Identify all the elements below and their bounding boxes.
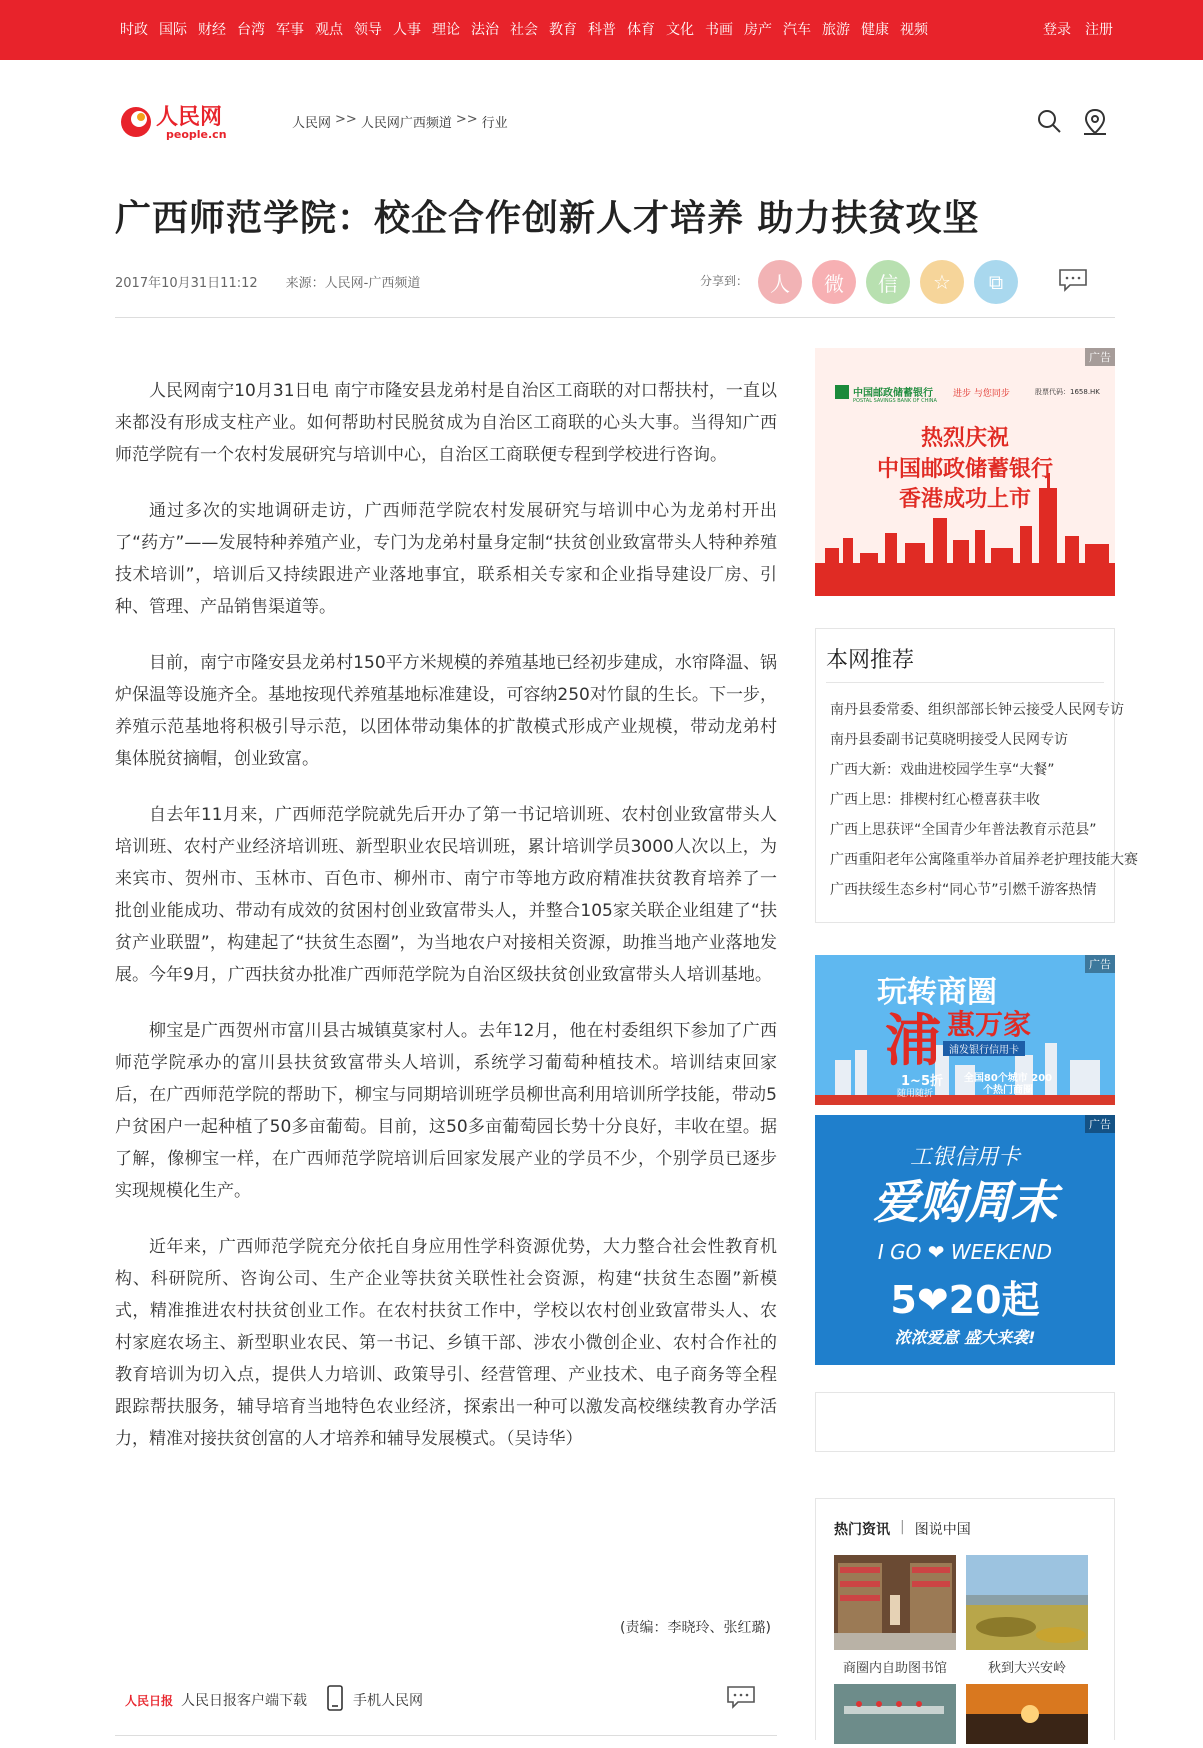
publish-time: 2017年10月31日11:12 [115,276,258,291]
psbc-name: 中国邮政储蓄银行 [853,388,933,399]
share-wechat-icon[interactable]: 信 [866,260,910,304]
breadcrumb-section[interactable]: 行业 [481,116,508,131]
spdb-line1: 玩转商圈 [877,975,997,1010]
nav-item[interactable]: 法治 [471,22,499,38]
article-paragraph: 自去年11月来，广西师范学院就先后开办了第一书记培训班、农村创业致富带头人培训班、农村产业经济培训班、新型职业农民培训班，累计培训学员3000人次以上，为来宾市、贺州市、玉林市、百色市、柳州市、南宁市等地方政府精准扶贫教育培养了一批创业能成功、带动有成效的贫困村创业致富带头人，并整合105家关联企业组建了“扶贫产业联盟”，构建起了“扶贫生态圈”，为当地农户对接相关资源，助推当地产业落地发展。今年9月，广西扶贫办批准广西师范学院为自治区级扶贫创业致富带头人培训基地。 [115,805,777,985]
search-icon[interactable] [1036,108,1062,140]
nav-item[interactable]: 文化 [666,22,694,38]
library-photo [834,1555,956,1650]
ad-tag: 广告 [1085,348,1115,366]
icbc-line1: 工银信用卡 [909,1145,1020,1170]
nav-item[interactable]: 国际 [159,22,187,38]
mobile-site-link[interactable] [327,1685,423,1715]
nav-item[interactable]: 理论 [432,22,460,38]
logo-text: 人民网 [156,104,223,130]
sunset-photo [966,1684,1088,1744]
app-download-link[interactable] [125,1690,307,1710]
ad-tag: 广告 [1085,1115,1115,1133]
title-divider [115,317,1115,318]
nav-item[interactable]: 时政 [120,22,148,38]
empty-widget [815,1392,1115,1452]
article-paragraph: 近年来，广西师范学院充分依托自身应用性学科资源优势，大力整合社会性教育机构、科研院所、咨询公司、生产企业等扶贫关联性社会资源，构建“扶贫生态圈”新模式，精准推进农村扶贫创业工作。在农村扶贫工作中，学校以农村创业致富带头人、农村家庭农场主、新型职业农民、第一书记、乡镇干部、涉农小微创企业、农村合作社的教育培训为切入点，提供人力培训、政策导引、经营管理、产业技术、电子商务等全程跟踪帮扶服务，辅导培育当地特色农业经济，探索出一种可以激发高校继续教育办学活力，精准对接扶贫创富的人才培养和辅导发展模式。（吴诗华） [115,1237,777,1449]
hot-news-tabs [834,1519,1114,1539]
comment-icon[interactable] [1058,268,1088,296]
logo-en: people.cn [166,128,227,141]
spdb-sub: 浦发银行信用卡 [943,1041,1025,1056]
landscape-photo [966,1555,1088,1650]
people-logo[interactable] [118,100,233,144]
psbc-slogan: 进步 与您同步 [953,389,1010,399]
header-tools [1036,108,1108,140]
spdb-note: 全国80个城市 200个热门商圈 [963,1073,1053,1096]
breadcrumb-channel[interactable]: 人民网广西频道 [360,116,452,131]
icbc-line2: 爱购周末 [873,1175,1057,1229]
nav-item[interactable]: 汽车 [783,22,811,38]
article-footer [125,1685,443,1715]
editor-credit: (责编：李晓玲、张红璐) [620,1620,771,1636]
nav-item[interactable]: 社会 [510,22,538,38]
location-icon[interactable] [1082,108,1108,140]
phone-icon [327,1685,343,1715]
register-link[interactable]: 注册 [1085,22,1113,38]
recommend-item[interactable]: 广西重阳老年公寓隆重举办首届养老护理技能大赛 [830,852,1138,868]
share-label: 分享到： [700,274,749,288]
icbc-ad-banner[interactable] [815,1115,1115,1365]
app-download-text: 人民日报客户端下载 [181,1693,308,1709]
mobile-site-text: 手机人民网 [353,1693,424,1709]
nav-item[interactable]: 教育 [549,22,577,38]
hot-news-panel [815,1498,1115,1740]
nav-item[interactable]: 人事 [393,22,421,38]
article-body [115,375,777,1479]
article-meta [115,272,420,291]
people-daily-logo: 人民日报 [125,1693,174,1708]
nav-item[interactable]: 财经 [198,22,226,38]
nav-item[interactable]: 书画 [705,22,733,38]
article-paragraph: 柳宝是广西贺州市富川县古城镇莫家村人。去年12月，他在村委组织下参加了广西师范学院承办的富川县扶贫致富带头人培训，系统学习葡萄种植技术。培训结束回家后，在广西师范学院的帮助下，柳宝与同期培训班学员柳世高利用培训所学技能，带动5户贫困户一起种植了50多亩葡萄。目前，这50多亩葡萄园长势十分良好，丰收在望。据了解，像柳宝一样，在广西师范学院培训后回家发展产业的学员不少，个别学员已逐步实现规模化生产。 [115,1021,777,1201]
share-weibo-icon[interactable]: 微 [812,260,856,304]
tab-photo-china[interactable]: 图说中国 [914,1522,971,1538]
share-copy-icon[interactable]: ⧉ [974,260,1018,304]
psbc-name-en: POSTAL SAVINGS BANK OF CHINA [853,398,937,404]
footer-divider [115,1735,777,1736]
psbc-line2: 中国邮政储蓄银行 [876,457,1053,482]
thumb-caption: 秋到大兴安岭 [987,1661,1066,1676]
recommend-item[interactable]: 南丹县委常委、组织部部长钟云接受人民网专访 [830,702,1124,718]
share-favorite-icon[interactable]: ☆ [920,260,964,304]
psbc-line1: 热烈庆祝 [920,426,1009,451]
spdb-discount: 1~5折 [901,1074,943,1089]
breadcrumb-home[interactable]: 人民网 [292,116,332,131]
nav-item[interactable]: 军事 [276,22,304,38]
account-links [1029,20,1113,40]
article-paragraph: 通过多次的实地调研走访，广西师范学院农村发展研究与培训中心为龙弟村开出了“药方”——发展特种养殖产业，专门为龙弟村量身定制“扶贫创业致富带头人特种养殖技术培训”，培训后又持续跟进产业落地事宜，联系相关专家和企业指导建设厂房、引种、管理、产品销售渠道等。 [115,501,777,617]
spdb-ad-banner[interactable] [815,955,1115,1105]
breadcrumb-sep: >> [455,112,478,127]
psbc-stock-code: 股票代码：1658.HK [1035,388,1100,396]
article-paragraph: 目前，南宁市隆安县龙弟村150平方米规模的养殖基地已经初步建成，水帘降温、锅炉保温等设施齐全。基地按现代养殖基地标准建设，可容纳250对竹鼠的生长。下一步，养殖示范基地将积极引导示范，以团体带动集体的扩散模式形成产业规模，带动龙弟村集体脱贫摘帽，创业致富。 [115,653,777,769]
recommend-item[interactable]: 南丹县委副书记莫晓明接受人民网专访 [830,732,1068,748]
thumb-caption: 商圈内自助图书馆 [842,1661,947,1676]
recommend-item[interactable]: 广西上思：排楔村红心橙喜获丰收 [830,792,1040,808]
nav-item[interactable]: 观点 [315,22,343,38]
thumb-card[interactable] [834,1555,956,1684]
hot-news-thumbs [834,1555,1088,1748]
recommend-item[interactable]: 广西扶绥生态乡村“同心节”引燃千游客热情 [830,882,1097,898]
login-link[interactable]: 登录 [1043,22,1071,38]
psbc-line3: 香港成功上市 [898,487,1031,512]
thumb-card[interactable] [966,1555,1088,1684]
thumb-card[interactable] [834,1684,956,1748]
recommend-item[interactable]: 广西上思获评“全国青少年普法教育示范县” [830,822,1097,838]
recommend-item[interactable]: 广西大新：戏曲进校园学生享“大餐” [830,762,1055,778]
article-title: 广西师范学院：校企合作创新人才培养 助力扶贫攻坚 [115,198,980,239]
breadcrumb-sep: >> [335,112,357,127]
psbc-ad-banner[interactable] [815,348,1115,596]
icbc-line4: 5❤20起 [890,1278,1040,1322]
comment-icon[interactable] [726,1685,756,1713]
share-buttons [758,260,1018,304]
nav-item[interactable]: 体育 [627,22,655,38]
share-people-icon[interactable]: 人 [758,260,802,304]
channel-nav [120,20,939,40]
nav-item[interactable]: 视频 [900,22,928,38]
article-paragraph: 人民网南宁10月31日电 南宁市隆安县龙弟村是自治区工商联的对口帮扶村，一直以来都没有形成支柱产业。如何帮助村民脱贫成为自治区工商联的心头大事。当得知广西师范学院有一个农村发展研究与培训中心，自治区工商联便专程到学校进行咨询。 [115,381,777,465]
recommend-panel [815,628,1138,923]
nav-item[interactable]: 房产 [744,22,772,38]
spdb-big-char: 浦 [885,1009,941,1074]
top-nav-bar [0,0,1203,60]
article-source[interactable]: 来源：人民网-广西频道 [285,276,421,291]
ad-tag: 广告 [1085,955,1115,973]
breadcrumb [292,112,512,131]
spdb-discount-sub: 随用随折 [897,1089,934,1099]
nav-item[interactable]: 台湾 [237,22,265,38]
tab-separator: | [900,1519,905,1535]
icbc-line3: I GO ❤ WEEKEND [877,1240,1053,1264]
spdb-line2: 惠万家 [947,1008,1032,1041]
tab-hot-news[interactable]: 热门资讯 [834,1522,890,1538]
nav-item[interactable]: 旅游 [822,22,850,38]
recommend-title: 本网推荐 [826,648,915,673]
recommend-list [830,695,1138,905]
recommend-divider [826,682,1104,683]
nav-item[interactable]: 领导 [354,22,382,38]
icbc-line5: 浓浓爱意 盛大来袭! [894,1328,1036,1347]
boat-race-photo [834,1684,956,1744]
nav-item[interactable]: 健康 [861,22,889,38]
nav-item[interactable]: 科普 [588,22,616,38]
thumb-card[interactable] [966,1684,1088,1748]
